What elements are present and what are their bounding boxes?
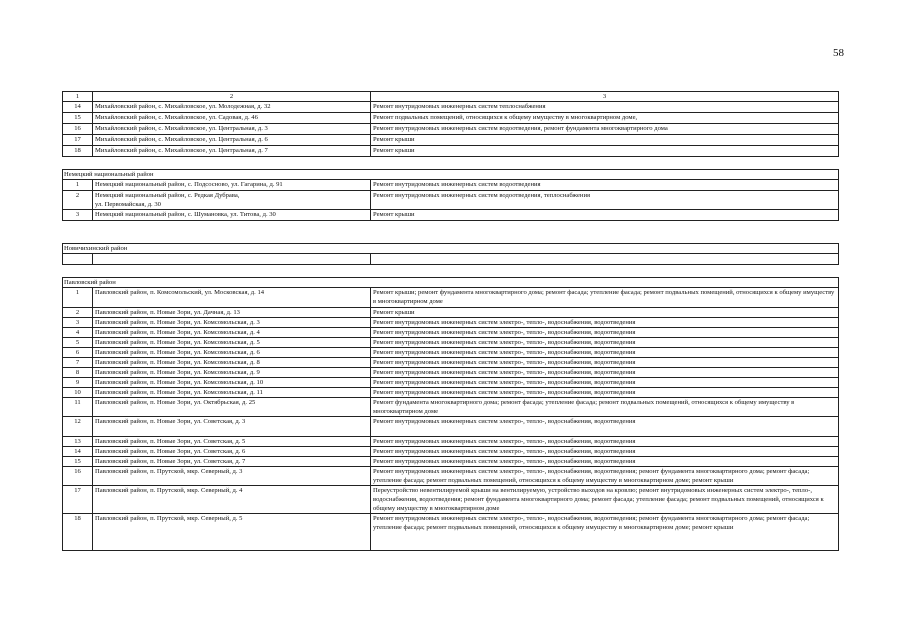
row-address: Немецкий национальный район, с. Подсосново, ул. Гагарина, д. 91: [93, 180, 371, 191]
row-work: Ремонт внутридомовых инженерных систем электро-, тепло-, водоснабжения, водоотведения: [371, 318, 839, 328]
row-address: Павловский район, п. Новые Зори, ул. Советская, д. 6: [93, 447, 371, 457]
row-work: Ремонт внутридомовых инженерных систем электро-, тепло-, водоснабжения, водоотведения; ремонт фундамента многоквартирного дома; ремонт фасада; утепление фасада; ремонт подвальных помещений, относящихся к общему имуществу в многоквартирном доме; ремонт крыши: [371, 467, 839, 486]
row-work: Ремонт внутридомовых инженерных систем электро-, тепло-, водоснабжения, водоотведения: [371, 417, 839, 437]
row-work: Ремонт внутридомовых инженерных систем электро-, тепло-, водоснабжения, водоотведения: [371, 358, 839, 368]
table-row: [63, 457, 839, 467]
row-work: Ремонт внутридомовых инженерных систем электро-, тепло-, водоснабжения, водоотведения: [371, 348, 839, 358]
row-number: 16: [63, 124, 93, 135]
row-number: 14: [63, 447, 93, 457]
row-work: Ремонт внутридомовых инженерных систем электро-, тепло-, водоснабжения, водоотведения: [371, 447, 839, 457]
row-number: 16: [63, 467, 93, 486]
row-number: [63, 254, 93, 265]
row-address: Павловский район, п. Прутской, мкр. Северный, д. 3: [93, 467, 371, 486]
row-address: Павловский район, п. Комсомольский, ул. Московская, д. 14: [93, 288, 371, 308]
table-row: [63, 328, 839, 338]
table-row: [63, 338, 839, 348]
table-row: [63, 348, 839, 358]
table-row: [63, 437, 839, 447]
section-title-row: [63, 170, 839, 180]
table-row: [63, 102, 839, 113]
row-address: Павловский район, п. Новые Зори, ул. Комсомольская, д. 9: [93, 368, 371, 378]
table-row: [63, 254, 839, 265]
repair-program-table: [62, 91, 839, 551]
row-work: Ремонт крыши: [371, 146, 839, 157]
row-address: Павловский район, п. Новые Зори, ул. Комсомольская, д. 11: [93, 388, 371, 398]
row-address: Павловский район, п. Новые Зори, ул. Комсомольская, д. 10: [93, 378, 371, 388]
table-row: [63, 113, 839, 124]
row-number: 10: [63, 388, 93, 398]
table-row: [63, 191, 839, 210]
row-address: Немецкий национальный район, с. Редкая Дубрава, ул. Первомайская, д. 30: [93, 191, 371, 210]
page-number: 58: [833, 47, 844, 59]
table-row: [63, 388, 839, 398]
row-address: Павловский район, п. Новые Зори, ул. Комсомольская, д. 3: [93, 318, 371, 328]
row-address: Павловский район, п. Новые Зори, ул. Октябрьская, д. 25: [93, 398, 371, 417]
section-gap: [63, 157, 839, 170]
row-address: Павловский район, п. Прутской, мкр. Северный, д. 5: [93, 514, 371, 551]
row-work: [371, 254, 839, 265]
row-number: 6: [63, 348, 93, 358]
header-col-2: 2: [93, 92, 371, 102]
row-work: Ремонт внутридомовых инженерных систем электро-, тепло-, водоснабжения, водоотведения; ремонт фундамента многоквартирного дома; ремонт фасада; утепление фасада; ремонт подвальных помещений, относящихся к общему имуществу в многоквартирном доме; ремонт крыши: [371, 514, 839, 551]
row-number: 11: [63, 398, 93, 417]
row-work: Ремонт внутридомовых инженерных систем электро-, тепло-, водоснабжения, водоотведения: [371, 328, 839, 338]
table-row: [63, 318, 839, 328]
row-work: Ремонт внутридомовых инженерных систем электро-, тепло-, водоснабжения, водоотведения: [371, 338, 839, 348]
row-number: 1: [63, 288, 93, 308]
row-number: 15: [63, 113, 93, 124]
row-work: Ремонт подвальных помещений, относящихся к общему имуществу в многоквартирном доме,: [371, 113, 839, 124]
table-row: [63, 308, 839, 318]
row-work: Ремонт внутридомовых инженерных систем водоотведения: [371, 180, 839, 191]
row-number: 18: [63, 146, 93, 157]
row-number: 7: [63, 358, 93, 368]
row-number: 3: [63, 210, 93, 221]
row-address: Михайловский район, с. Михайловское, ул. Центральная, д. 6: [93, 135, 371, 146]
row-number: 15: [63, 457, 93, 467]
row-address: Павловский район, п. Новые Зори, ул. Комсомольская, д. 5: [93, 338, 371, 348]
row-number: 14: [63, 102, 93, 113]
header-row: [63, 92, 839, 102]
row-work: Переустройство невентилируемой крыши на вентилируемую, устройство выходов на кровлю; ремонт внутридомовых инженерных систем электро-, тепло-, водоснабжения, водоотведения; ремонт фундамента многоквартирного дома; ремонт фасада; утепление фасада; ремонт подвальных помещений, относящихся к общему имуществу в многоквартирном доме: [371, 486, 839, 514]
table-row: [63, 378, 839, 388]
table-row: [63, 467, 839, 486]
row-number: 18: [63, 514, 93, 551]
row-address: Павловский район, п. Новые Зори, ул. Советская, д. 5: [93, 437, 371, 447]
row-number: 8: [63, 368, 93, 378]
row-number: 13: [63, 437, 93, 447]
row-address: [93, 254, 371, 265]
row-work: Ремонт крыши: [371, 135, 839, 146]
table-body: [63, 92, 839, 551]
row-address: Павловский район, п. Прутской, мкр. Северный, д. 4: [93, 486, 371, 514]
row-work: Ремонт фундамента многоквартирного дома; ремонт фасада; утепление фасада; ремонт подвальных помещений, относящихся к общему имуществу в многоквартирном доме: [371, 398, 839, 417]
section-title: Немецкий национальный район: [63, 170, 839, 180]
row-address: Михайловский район, с. Михайловское, ул. Центральная, д. 3: [93, 124, 371, 135]
row-address: Михайловский район, с. Михайловское, ул. Центральная, д. 7: [93, 146, 371, 157]
row-number: 1: [63, 180, 93, 191]
row-number: 5: [63, 338, 93, 348]
section-title: Новичихинский район: [63, 244, 839, 254]
row-address: Павловский район, п. Новые Зори, ул. Советская, д. 7: [93, 457, 371, 467]
table-row: [63, 210, 839, 221]
row-address: Михайловский район, с. Михайловское, ул. Молодежная, д. 32: [93, 102, 371, 113]
row-address: Павловский район, п. Новые Зори, ул. Комсомольская, д. 6: [93, 348, 371, 358]
table-row: [63, 417, 839, 437]
row-work: Ремонт внутридомовых инженерных систем электро-, тепло-, водоснабжения, водоотведения: [371, 368, 839, 378]
row-work: Ремонт внутридомовых инженерных систем водоотведения, теплоснабжения: [371, 191, 839, 210]
row-work: Ремонт внутридомовых инженерных систем электро-, тепло-, водоснабжения, водоотведения: [371, 378, 839, 388]
table-row: [63, 124, 839, 135]
row-number: 3: [63, 318, 93, 328]
row-work: Ремонт внутридомовых инженерных систем электро-, тепло-, водоснабжения, водоотведения: [371, 457, 839, 467]
table-row: [63, 368, 839, 378]
row-work: Ремонт крыши; ремонт фундамента многоквартирного дома; ремонт фасада; утепление фасада; ремонт подвальных помещений, относящихся к общему имуществу в многоквартирном доме: [371, 288, 839, 308]
section-gap: [63, 221, 839, 244]
table-row: [63, 358, 839, 368]
row-address: Немецкий национальный район, с. Шумановка, ул. Титова, д. 30: [93, 210, 371, 221]
table-row: [63, 135, 839, 146]
table-row: [63, 447, 839, 457]
row-work: Ремонт внутридомовых инженерных систем электро-, тепло-, водоснабжения, водоотведения: [371, 437, 839, 447]
row-address: Павловский район, п. Новые Зори, ул. Советская, д. 3: [93, 417, 371, 437]
row-number: 17: [63, 486, 93, 514]
section-gap: [63, 265, 839, 278]
row-work: Ремонт внутридомовых инженерных систем электро-, тепло-, водоснабжения, водоотведения: [371, 388, 839, 398]
row-work: Ремонт внутридомовых инженерных систем теплоснабжения: [371, 102, 839, 113]
row-number: 9: [63, 378, 93, 388]
row-address: Павловский район, п. Новые Зори, ул. Комсомольская, д. 4: [93, 328, 371, 338]
section-title-row: [63, 278, 839, 288]
table-row: [63, 398, 839, 417]
table-row: [63, 288, 839, 308]
row-work: Ремонт внутридомовых инженерных систем водоотведения, ремонт фундамента многоквартирного дома: [371, 124, 839, 135]
header-col-1: 1: [63, 92, 93, 102]
row-address: Михайловский район, с. Михайловское, ул. Садовая, д. 46: [93, 113, 371, 124]
table-row: [63, 146, 839, 157]
row-work: Ремонт крыши: [371, 308, 839, 318]
row-address: Павловский район, п. Новые Зори, ул. Дачная, д. 13: [93, 308, 371, 318]
table-row: [63, 180, 839, 191]
row-number: 2: [63, 191, 93, 210]
row-number: 12: [63, 417, 93, 437]
table-row: [63, 486, 839, 514]
row-number: 2: [63, 308, 93, 318]
row-address: Павловский район, п. Новые Зори, ул. Комсомольская, д. 8: [93, 358, 371, 368]
row-work: Ремонт крыши: [371, 210, 839, 221]
row-number: 4: [63, 328, 93, 338]
header-col-3: 3: [371, 92, 839, 102]
table-row: [63, 514, 839, 551]
section-title: Павловский район: [63, 278, 839, 288]
row-number: 17: [63, 135, 93, 146]
section-title-row: [63, 244, 839, 254]
